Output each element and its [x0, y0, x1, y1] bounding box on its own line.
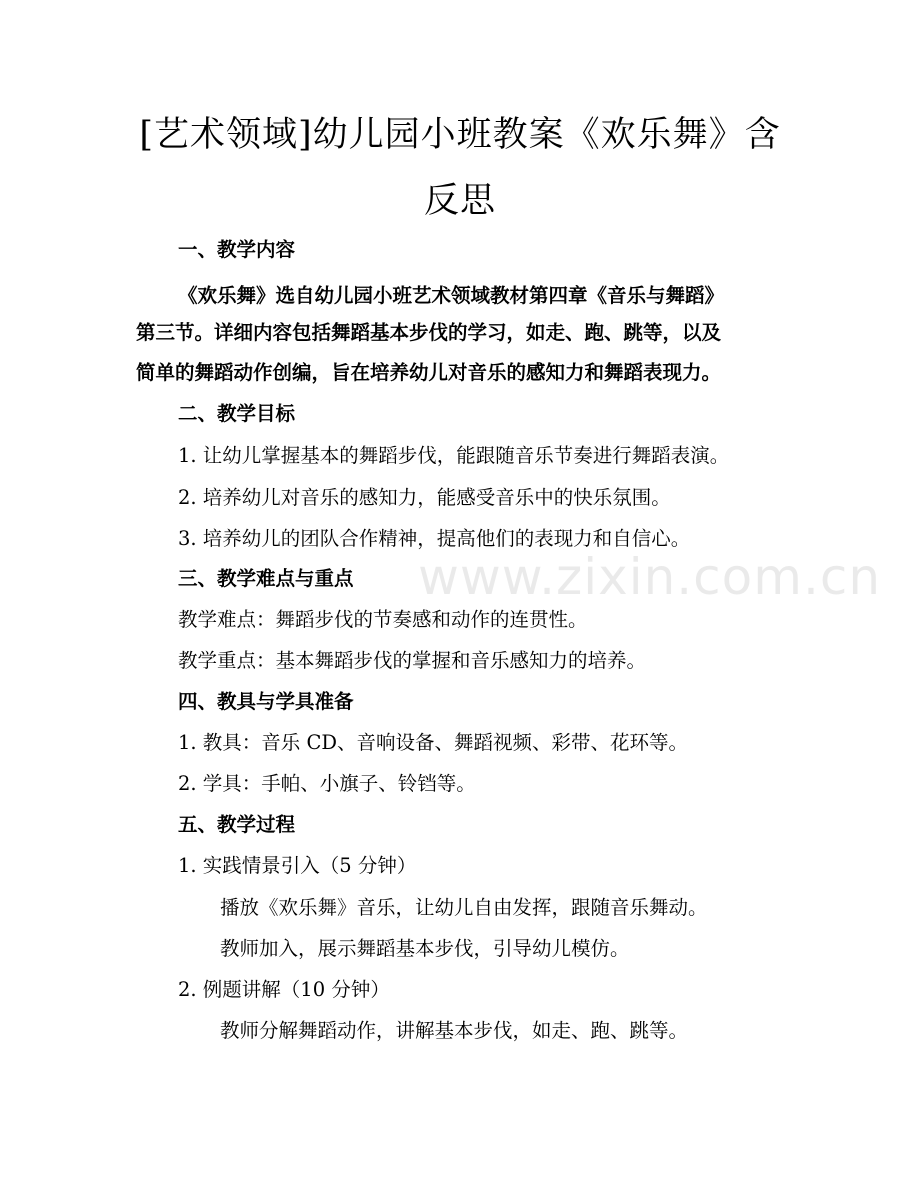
section-heading-focus: 三、教学难点与重点 [178, 567, 354, 590]
process-step-2: 2. 例题讲解（10 分钟） [178, 978, 390, 1001]
material-item-2: 2. 学具：手帕、小旗子、铃铛等。 [178, 772, 476, 795]
process-step-1-line-2: 教师加入，展示舞蹈基本步伐，引导幼儿模仿。 [220, 937, 630, 960]
section-heading-materials: 四、教具与学具准备 [178, 690, 354, 713]
process-step-2-line-1: 教师分解舞蹈动作，讲解基本步伐，如走、跑、跳等。 [220, 1019, 689, 1042]
material-item-1: 1. 教具：音乐 CD、音响设备、舞蹈视频、彩带、花环等。 [178, 731, 689, 754]
teaching-difficulty: 教学难点：舞蹈步伐的节奏感和动作的连贯性。 [178, 608, 588, 631]
process-step-1-line-1: 播放《欢乐舞》音乐，让幼儿自由发挥，跟随音乐舞动。 [220, 896, 708, 919]
goal-item-3: 3. 培养幼儿的团队合作精神，提高他们的表现力和自信心。 [178, 527, 691, 550]
section-heading-goals: 二、教学目标 [178, 402, 296, 425]
watermark: www.zixin.com.cn [418, 548, 882, 606]
teaching-key-point: 教学重点：基本舞蹈步伐的掌握和音乐感知力的培养。 [178, 649, 647, 672]
content-paragraph-line-3: 简单的舞蹈动作创编，旨在培养幼儿对音乐的感知力和舞蹈表现力。 [136, 361, 722, 384]
content-paragraph-line-1: 《欢乐舞》选自幼儿园小班艺术领域教材第四章《音乐与舞蹈》 [178, 284, 725, 307]
goal-item-2: 2. 培养幼儿对音乐的感知力，能感受音乐中的快乐氛围。 [178, 486, 671, 509]
goal-item-1: 1. 让幼儿掌握基本的舞蹈步伐，能跟随音乐节奏进行舞蹈表演。 [178, 444, 730, 467]
process-step-1: 1. 实践情景引入（5 分钟） [178, 854, 417, 877]
document-title: [艺术领域]幼儿园小班教案《欢乐舞》含反思 [139, 115, 781, 221]
section-heading-process: 五、教学过程 [178, 813, 296, 836]
content-paragraph-line-2: 第三节。详细内容包括舞蹈基本步伐的学习，如走、跑、跳等，以及 [136, 321, 722, 344]
section-heading-content: 一、教学内容 [178, 238, 296, 261]
